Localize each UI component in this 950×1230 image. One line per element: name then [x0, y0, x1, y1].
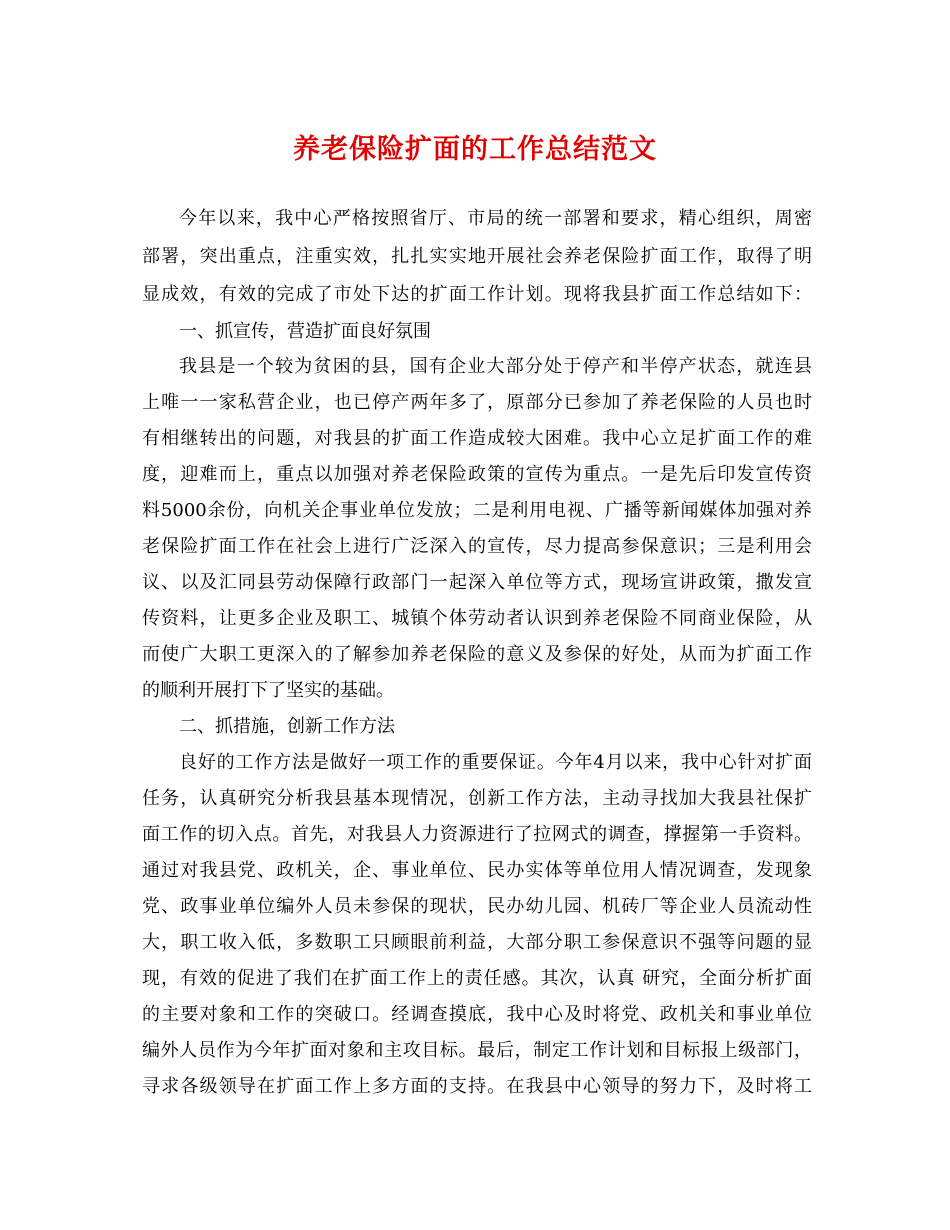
paragraph-line: 上唯一一家私营企业，也已停产两年多了，原部分已参加了养老保险的人员也时: [142, 392, 812, 413]
paragraph-line: 传资料，让更多企业及职工、城镇个体劳动者认识到养老保险不同商业保险，从: [142, 608, 812, 629]
paragraph-line: 显成效，有效的完成了市处下达的扩面工作计划。现将我县扩面工作总结如下：: [142, 284, 812, 305]
paragraph-line: 我县是一个较为贫困的县，国有企业大部分处于停产和半停产状态，就连县: [179, 356, 812, 377]
paragraph-line: 面工作的切入点。首先，对我县人力资源进行了拉网式的调查，撑握第一手资料。: [142, 824, 812, 845]
paragraph-line: 良好的工作方法是做好一项工作的重要保证。今年4月以来，我中心针对扩面: [179, 752, 812, 773]
paragraph-line: 的顺利开展打下了坚实的基础。: [142, 680, 394, 701]
paragraph-line: 有相继转出的问题，对我县的扩面工作造成较大困难。我中心立足扩面工作的难: [142, 428, 812, 449]
paragraph-line: 而使广大职工更深入的了解参加养老保险的意义及参保的好处，从而为扩面工作: [142, 644, 812, 665]
paragraph-line: 部署，突出重点，注重实效，扎扎实实地开展社会养老保险扩面工作，取得了明: [142, 246, 812, 267]
document-title: 养老保险扩面的工作总结范文: [293, 134, 657, 165]
paragraph-line: 料5000余份，向机关企事业单位发放；二是利用电视、广播等新闻媒体加强对养: [142, 500, 812, 521]
paragraph-line: 度，迎难而上，重点以加强对养老保险政策的宣传为重点。一是先后印发宣传资: [142, 464, 812, 485]
paragraph-line: 寻求各级领导在扩面工作上多方面的支持。在我县中心领导的努力下，及时将工: [142, 1076, 812, 1097]
paragraph-line: 老保险扩面工作在社会上进行广泛深入的宣传，尽力提高参保意识；三是利用会: [142, 536, 812, 557]
paragraph-line: 今年以来，我中心严格按照省厅、市局的统一部署和要求，精心组织，周密: [179, 208, 812, 229]
section-heading: 一、抓宣传，营造扩面良好氛围: [179, 321, 431, 342]
paragraph-line: 任务，认真研究分析我县基本现情况，创新工作方法，主动寻找加大我县社保扩: [142, 788, 812, 809]
section-heading: 二、抓措施，创新工作方法: [179, 716, 395, 737]
paragraph-line: 通过对我县党、政机关，企、事业单位、民办实体等单位用人情况调查，发现象: [142, 860, 812, 881]
paragraph-line: 编外人员作为今年扩面对象和主攻目标。最后，制定工作计划和目标报上级部门，: [142, 1040, 812, 1061]
paragraph-line: 大，职工收入低，多数职工只顾眼前利益，大部分职工参保意识不强等问题的显: [142, 932, 812, 953]
paragraph-line: 党、政事业单位编外人员未参保的现状，民办幼儿园、机砖厂等企业人员流动性: [142, 896, 812, 917]
paragraph-line: 议、以及汇同县劳动保障行政部门一起深入单位等方式，现场宣讲政策，撒发宣: [142, 572, 812, 593]
paragraph-line: 现，有效的促进了我们在扩面工作上的责任感。其次，认真 研究，全面分析扩面: [142, 968, 812, 989]
paragraph-line: 的主要对象和工作的突破口。经调查摸底，我中心及时将党、政机关和事业单位: [142, 1004, 812, 1025]
